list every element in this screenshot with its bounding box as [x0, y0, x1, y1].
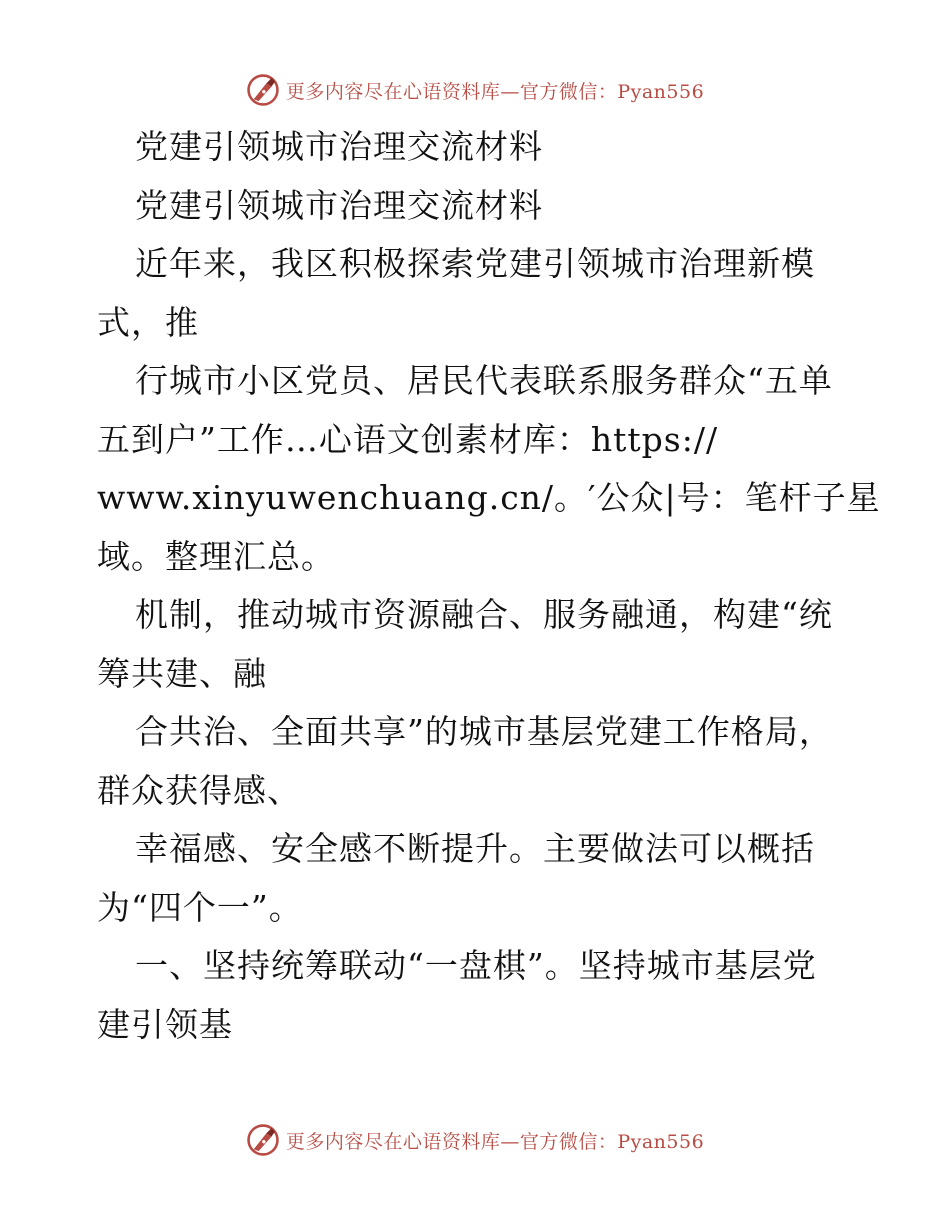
document-body [97, 118, 881, 1054]
footer-brand-text: 更多内容尽在心语资料库—官方微信：Pyan556 [285, 1130, 705, 1153]
paragraph-line: 近年来，我区积极探索党建引领城市治理新模 [135, 244, 815, 283]
header-brand-text: 更多内容尽在心语资料库—官方微信：Pyan556 [285, 80, 705, 103]
paragraph-line: 域。整理汇总。 [97, 536, 335, 576]
paragraph-line: 机制，推动城市资源融合、服务融通，构建“统 [135, 595, 833, 634]
paragraph-line: www.xinyuwenchuang.cn/。′公众|号：笔杆子星 [97, 478, 881, 517]
paragraph-line: 合共治、全面共享”的城市基层党建工作格局， [135, 712, 833, 751]
doc-title: 党建引领城市治理交流材料 [135, 127, 543, 166]
header-banner [0, 70, 950, 110]
paragraph-line: 幸福感、安全感不断提升。主要做法可以概括 [135, 829, 815, 868]
fountain-pen-logo-icon [246, 73, 280, 107]
footer-banner [0, 1120, 950, 1160]
paragraph-line: 式，推 [97, 302, 199, 342]
paragraph-line: 一、坚持统筹联动“一盘棋”。坚持城市基层党 [135, 946, 817, 985]
fountain-pen-logo-icon [246, 1123, 280, 1157]
paragraph-line: 五到户”工作…心语文创素材库：https:// [97, 419, 719, 459]
paragraph-line: 筹共建、融 [97, 653, 267, 693]
doc-subtitle: 党建引领城市治理交流材料 [135, 185, 543, 225]
paragraph-line: 为“四个一”。 [97, 887, 303, 927]
paragraph-line: 群众获得感、 [97, 770, 301, 810]
paragraph-line: 行城市小区党员、居民代表联系服务群众“五单 [135, 361, 833, 400]
paragraph-line: 建引领基 [97, 1004, 233, 1044]
